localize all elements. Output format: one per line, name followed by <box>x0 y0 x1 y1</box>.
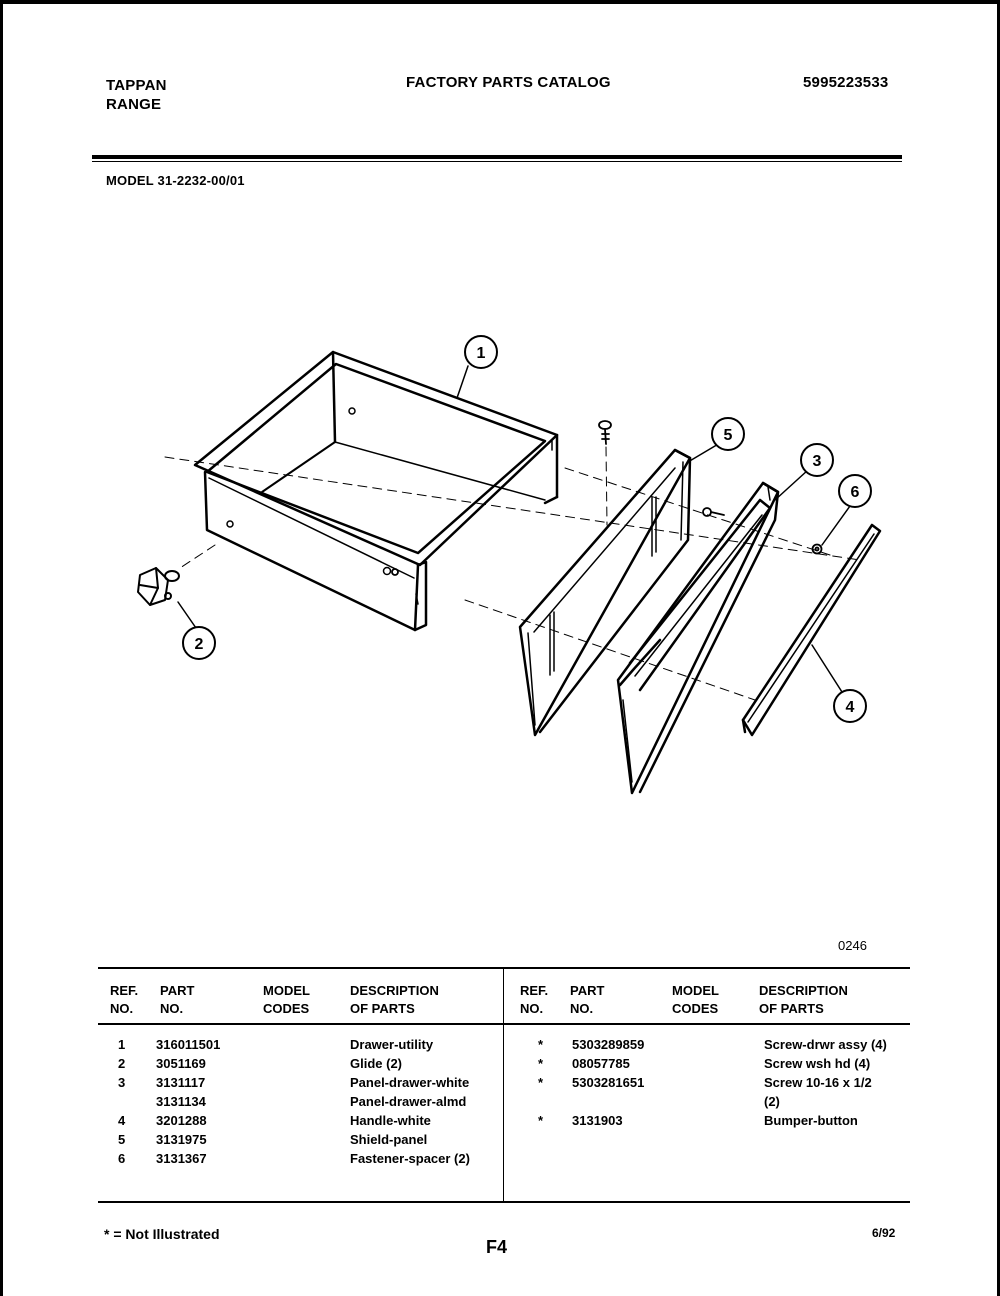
row5-ref: 4 <box>118 1113 126 1128</box>
row1-ref: 1 <box>118 1037 126 1052</box>
header-codes-right: MODEL CODES <box>672 983 719 1016</box>
header-codes-left: MODEL CODES <box>263 983 310 1016</box>
row7-part: 3131367 <box>156 1151 207 1166</box>
row7-ref: 6 <box>118 1151 126 1166</box>
brand-line2: RANGE <box>106 96 162 113</box>
right-row4-desc: Bumper-button <box>764 1113 858 1128</box>
row2-part: 3051169 <box>156 1056 206 1071</box>
callout-2: 2 <box>194 636 204 653</box>
glide-part <box>138 568 179 605</box>
row4-part: 3131134 <box>156 1094 206 1109</box>
row7-desc: Fastener-spacer (2) <box>350 1151 470 1166</box>
row5-desc: Handle-white <box>350 1113 431 1128</box>
row3-desc: Panel-drawer-white <box>350 1075 470 1090</box>
page-number: F4 <box>486 1237 508 1257</box>
row3-ref: 3 <box>118 1075 126 1090</box>
header-desc-left: DESCRIPTION OF PARTS <box>350 983 439 1016</box>
drawer-part <box>195 352 557 630</box>
right-row1-ref: * <box>538 1037 544 1052</box>
right-row4-ref: * <box>538 1113 544 1128</box>
row2-desc: Glide (2) <box>350 1056 403 1071</box>
header-ref-right: REF. NO. <box>520 983 549 1016</box>
model-number: MODEL 31-2232-00/01 <box>106 173 245 188</box>
row6-part: 3131975 <box>156 1132 207 1147</box>
right-row3-desc-cont: (2) <box>764 1094 780 1109</box>
right-row1-desc: Screw-drwr assy (4) <box>764 1037 887 1052</box>
revision-date: 6/92 <box>872 1226 896 1240</box>
row2-ref: 2 <box>118 1056 126 1071</box>
right-row3-part: 5303281651 <box>572 1075 645 1090</box>
row6-desc: Shield-panel <box>350 1132 428 1147</box>
callout-4: 4 <box>845 699 855 716</box>
header-ref-left: REF. NO. <box>110 983 139 1016</box>
right-row4-part: 3131903 <box>572 1113 623 1128</box>
callout-3: 3 <box>812 453 822 470</box>
right-row2-desc: Screw wsh hd (4) <box>764 1056 871 1071</box>
row6-ref: 5 <box>118 1132 126 1147</box>
row4-desc: Panel-drawer-almd <box>350 1094 467 1109</box>
callout-6: 6 <box>850 484 860 501</box>
not-illustrated-legend: * = Not Illustrated <box>104 1226 220 1242</box>
callout-5: 5 <box>723 427 733 444</box>
header-part-left: PART NO. <box>160 983 195 1016</box>
right-row3-desc: Screw 10-16 x 1/2 <box>764 1075 872 1090</box>
row1-desc: Drawer-utility <box>350 1037 434 1052</box>
row1-part: 316011501 <box>156 1037 221 1052</box>
table-rule-bottom <box>98 1201 910 1203</box>
header-part-right: PART NO. <box>570 983 605 1016</box>
catalog-title: FACTORY PARTS CATALOG <box>406 74 611 91</box>
parts-table <box>98 967 910 1203</box>
right-row1-part: 5303289859 <box>572 1037 645 1052</box>
right-row2-ref: * <box>538 1056 544 1071</box>
catalog-number: 5995223533 <box>803 74 889 91</box>
right-row3-ref: * <box>538 1075 544 1090</box>
table-rule-header <box>98 1023 910 1025</box>
row3-part: 3131117 <box>156 1075 206 1090</box>
diagram-code: 0246 <box>838 938 867 953</box>
right-row2-part: 08057785 <box>572 1056 630 1071</box>
table-divider <box>503 967 504 1203</box>
brand-line1: TAPPAN <box>106 77 167 94</box>
table-rule-top <box>98 967 910 969</box>
callout-1: 1 <box>476 345 486 362</box>
header-desc-right: DESCRIPTION OF PARTS <box>759 983 848 1016</box>
row5-part: 3201288 <box>156 1113 207 1128</box>
